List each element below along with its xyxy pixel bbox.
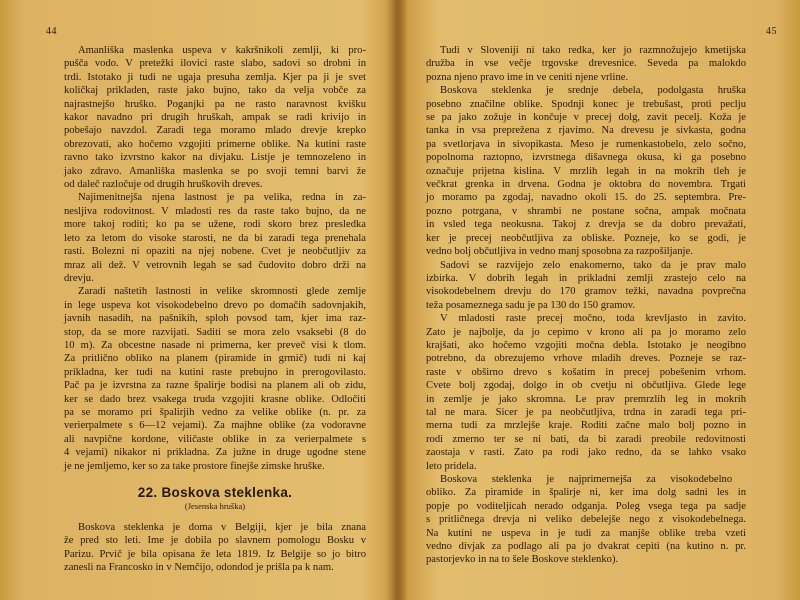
text-line: se pa jako zožuje in končuje v precej dolg, zavit pecelj. Koža je (426, 112, 746, 124)
text-line: pozna njeno pravo ime in ve ceniti njene vrline. (426, 71, 629, 83)
paragraph (64, 44, 366, 191)
text-line: ker se dado brez vsakega truda vzgojiti krasne oblike. Odločiti (64, 393, 366, 405)
text-line: Na kutini ne uspeva in je tudi za manjše oblike treba vzeti (426, 527, 746, 539)
text-line: in lege uspeva kot visokodebelno drevo po domačih sadovnjakih, (64, 299, 366, 311)
paragraph (426, 312, 746, 473)
text-line: s pritličnega drevja ni veliko debelejše nego z visokodebelnega. (426, 514, 746, 526)
section-subheading: (Jesenska hruška) (184, 501, 246, 512)
text-line: družba in vse večje trgovske drevesnice. Seveda pa malokdo (426, 58, 746, 70)
text-line: rodi zmerno ter se ni bati, da bi zaradi preobile redovitnosti (426, 433, 746, 445)
text-line: popje po voditeljicah nerado odganja. Poleg vsega tega pa sadje (426, 500, 746, 512)
text-line: prikladna, ker tudi na kutini raste prebujno in prerogovilasto. (64, 366, 366, 378)
right-page-text (426, 44, 746, 567)
right-paragraphs (426, 44, 746, 567)
paragraph (64, 191, 366, 285)
text-line: Boskova steklenka je najprimernejša za visokodebelno (440, 474, 733, 485)
text-line: Zato je najbolje, da jo cepimo v krono ali pa jo moramo zelo (426, 326, 746, 338)
text-line: je ne jemljemo, ker so za take prostore finejše zimske hruške. (64, 460, 325, 472)
left-paragraphs-bottom (64, 521, 366, 575)
text-line: Parizu. Prvič je bila opisana že leta 1819. Iz Belgije so jo bitro (64, 548, 366, 560)
text-line: pušča vodo. V pretežki ilovici raste slabo, sadovi so drobni in (64, 58, 366, 70)
text-line: izbirka. V dobrih legah in prikladni zemlji zrastejo celo na (426, 272, 746, 284)
text-line: večkrat grenka in drvena. Godna je oktobra do novembra. Trgati (426, 179, 746, 191)
text-line: ker je precej neobčutljiva za obliske. Pozneje, ko se godi, je (426, 232, 746, 244)
text-line: 4 vejami) nikakor ni prikladna. Za južne in druge ugodne stene (64, 447, 366, 459)
text-line: leto pridela. (426, 460, 477, 472)
text-line: pobešajo navzdol. Zaradi tega moramo mlado drevje krepko (64, 125, 366, 137)
text-line: ravno tako izvrstno kakor na divjaku. Listje je temnozeleno in (64, 152, 366, 164)
section-heading: 22. Boskova steklenka. (137, 485, 293, 500)
text-line: zanesli na Francosko in v Nemčijo, odondod je prišla pa k nam. (64, 562, 334, 574)
text-line: vedno bolj občutljiva in vedno manj sposobna za razpošiljanje. (426, 246, 693, 258)
book-gutter (386, 0, 408, 600)
text-line: popolnoma raztopno, izvrstnega dišavnega okusa, ki ga posebno (426, 152, 746, 164)
left-page (0, 0, 386, 600)
paragraph (64, 521, 366, 575)
text-line: krajšati, ako hočemo vzgojiti močna debla. Istotako je neogibno (426, 339, 746, 351)
text-line: mraz ali dež. V vetrovnih legah se sad čudovito dobro drži na (64, 259, 366, 271)
text-line: Amanliška maslenka uspeva v kakršnikoli zemlji, ki pro- (78, 45, 366, 56)
left-paragraphs-top (64, 44, 366, 473)
text-line: pa svetlorjava in sivopikasta. Meso je rumenkastobelo, zelo sočno, (426, 138, 746, 150)
text-line: vedno divjak za podlago ali pa jo dvakrat cepiti (na kutino n. pr. (426, 541, 746, 553)
text-line: in vsled tega neokusna. Takoj z drevja se da dobro prevažati, (426, 219, 746, 231)
text-line: Zaradi naštetih lastnosti in velike skromnosti glede zemlje (78, 286, 366, 298)
text-line: Za pritlično obliko na planem (piramide in grmič) tudi ni kaj (64, 353, 366, 365)
text-line: najrastnejšo hruško. Poganjki pa ne rasto naravnost kvišku (64, 98, 366, 110)
text-line: kakor navadno pri drugih hruškah, ampak se radi krivijo in (64, 112, 366, 124)
text-line: potrebno, da obrezujemo vrhove mladih dreves. Pozneje se raz- (426, 353, 746, 365)
text-line: zaostaja v rasti. Zato pa rodi jako redno, da se lahko vsako (426, 447, 746, 459)
text-line: raste v obširno drevo s košatim in precej pobešenim vrhom. (426, 366, 746, 378)
text-line: V mladosti raste precej močno, toda krevljasto in zavito. (440, 313, 746, 325)
text-line: 10 m). Za obcestne nasade ni primerna, ker preveč visi k tlom. (64, 339, 366, 351)
text-line: jo moramo pa zgodaj, navadno okoli 15. do 25. septembra. Pre- (426, 192, 746, 204)
text-line: in zemlje je jako skromna. Le prav premrzlih leg in mokrih (426, 393, 746, 405)
text-line: označuje prijetna kislina. V mrzlih legah in na mokrih tleh je (426, 165, 746, 177)
text-line: že pred sto leti. Ime je dobila po slavnem pomologu Bosku v (64, 535, 366, 547)
text-line: Boskova steklenka je doma v Belgiji, kjer je bila znana (78, 521, 366, 533)
text-line: Cvete bolj zgodaj, dolgo in ob cvetju ni občutljiva. Glede lege (426, 380, 746, 392)
text-line: ali navpične kordone, viličaste oblike in za verierpalmete s (64, 433, 366, 445)
page-number: 45 (766, 26, 777, 37)
text-line: Pač pa je izvrstna za razne špalirje bodisi na planem ali ob zidu, (64, 380, 366, 392)
text-line: količkaj prikladen, raste jako bujno, tako da velja vobče za (64, 85, 366, 97)
text-line: tanka in vsa prepreženа z rjavimo. Na drevesu je sivkasta, godna (426, 125, 746, 137)
text-line: obliko. Za piramide in špalirje ni, ker ima dolg sadni les in (426, 487, 746, 499)
text-line: pastorjevko in na to šele Boskove steklenko). (426, 554, 619, 566)
text-line: od daleč razločuje od drugih hruškovih dreves. (64, 179, 263, 191)
text-line: leto za letom do visoke starosti, ne da bi zaradi tega prenehala (64, 232, 366, 244)
text-line: trdi. Istotako ji tudi ne ugaja presuha zemlja. Kjer pa ji je svet (64, 71, 366, 83)
text-line: merna tudi za mrzlejše kraje. Roditi začne malo bolj pozno in (426, 420, 746, 432)
text-line: Tudi v Sloveniji ni tako redka, ker jo razmnožujejo kmetijska (440, 45, 746, 56)
text-line: posebno značilne oblike. Spodnji konec je trebušast, proti peclju (426, 98, 746, 110)
text-line: drevju. (64, 272, 94, 284)
text-line: Boskova steklenka je srednje debela, podolgasta hruška (440, 85, 746, 97)
text-line: rasti. Bolezni ni opaziti na njej nobene. Cvet je neobčutljiv za (64, 246, 366, 258)
right-page (408, 0, 800, 600)
text-line: tal ne mara. Sicer je pa neobčutljiva, trdna in zaradi tega pri- (426, 406, 746, 418)
text-line: nesljiva rodovitnost. V mladosti res da raste tako bujno, da ne (64, 205, 366, 217)
text-line: pozno potrgana, v shrambi ne postane sočna, ampak močnata (426, 205, 746, 217)
text-line: javnih nasadih, na pašnikih, sploh povsod tam, kjer ima raz- (64, 313, 366, 325)
text-line: verierpalmete s 6—12 vejami). Za majhne oblike (za vodoravne (64, 420, 366, 432)
text-line: obrezovati, ako hočemo vzgojiti primerne oblike. Na kutini raste (64, 138, 366, 150)
text-line: visokodebelnem drevju do 170 gramov težki, navadna povprečna (426, 286, 746, 298)
paragraph (426, 473, 746, 567)
page-number: 44 (46, 26, 57, 37)
paragraph (426, 259, 746, 313)
text-line: pa se moramo pri špalirjih vedno za velike oblike (n. pr. za (64, 406, 366, 418)
text-line: Najimenitnejša njena lastnost je pa velika, redna in za- (78, 192, 366, 204)
left-page-text (64, 44, 366, 574)
paragraph (426, 44, 746, 84)
paragraph (64, 285, 366, 473)
text-line: teža posameznega sadu je pa 130 do 150 gramov. (426, 299, 636, 311)
paragraph (426, 84, 746, 258)
text-line: jako zdravo. Amanliška maslenka se po svoji temni barvi že (64, 165, 366, 177)
text-line: Sadovi se razvijejo zelo enakomerno, tako da je prav malo (440, 259, 746, 271)
text-line: stop, da se more razvijati. Saditi se mora zelo vsaksebi (8 do (64, 326, 366, 338)
text-line: more takoj roditi; ko pa se užene, rodi skoro brez presledka (64, 219, 366, 231)
